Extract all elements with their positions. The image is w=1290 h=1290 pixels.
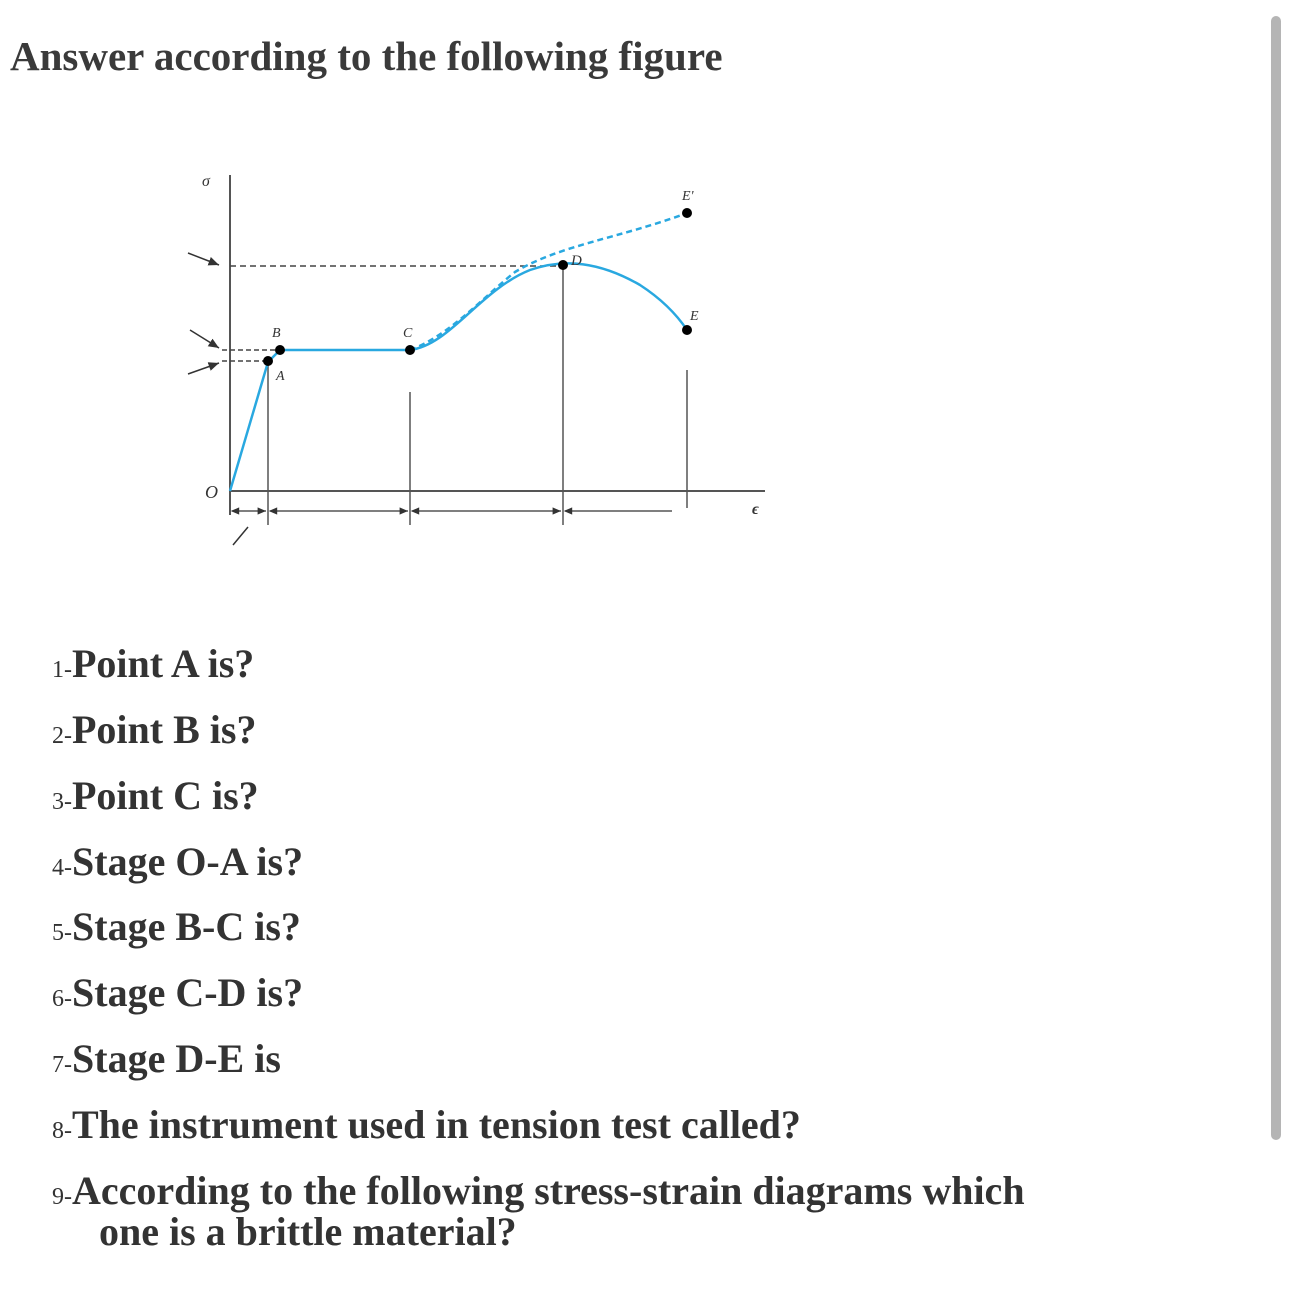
ultimate-stress-arrow (188, 253, 219, 265)
point-e-prime (682, 208, 692, 218)
label-d: D (571, 253, 582, 269)
label-c: C (403, 326, 413, 341)
question-7: 7-Stage D-E is (52, 1036, 281, 1081)
point-e (682, 325, 692, 335)
label-e: E (690, 309, 699, 324)
scrollbar[interactable] (1271, 16, 1281, 1140)
label-a: A (276, 369, 285, 384)
question-8: 8-The instrument used in tension test called? (52, 1102, 801, 1147)
page-title: Answer according to the following figure (10, 33, 723, 79)
point-b (275, 345, 285, 355)
proportional-limit-arrow (188, 363, 219, 374)
question-3: 3-Point C is? (52, 773, 259, 818)
question-5: 5-Stage B-C is? (52, 904, 301, 949)
question-1: 1-Point A is? (52, 641, 255, 686)
question-4: 4-Stage O-A is? (52, 839, 304, 884)
question-6: 6-Stage C-D is? (52, 970, 304, 1015)
question-2: 2-Point B is? (52, 707, 257, 752)
point-d (558, 260, 568, 270)
point-c (405, 345, 415, 355)
origin-label: O (205, 482, 218, 502)
yield-stress-arrow (190, 330, 219, 348)
y-axis-label: σ (202, 173, 210, 190)
x-axis-label: ϵ (752, 501, 759, 518)
question-9: 9-According to the following stress-strain diagrams which one is a brittle material? (52, 1168, 1025, 1254)
stress-strain-diagram (0, 0, 1290, 600)
engineering-stress-curve (230, 263, 687, 491)
label-b: B (272, 326, 281, 341)
label-e-prime: E' (682, 189, 694, 204)
point-a (263, 356, 273, 366)
